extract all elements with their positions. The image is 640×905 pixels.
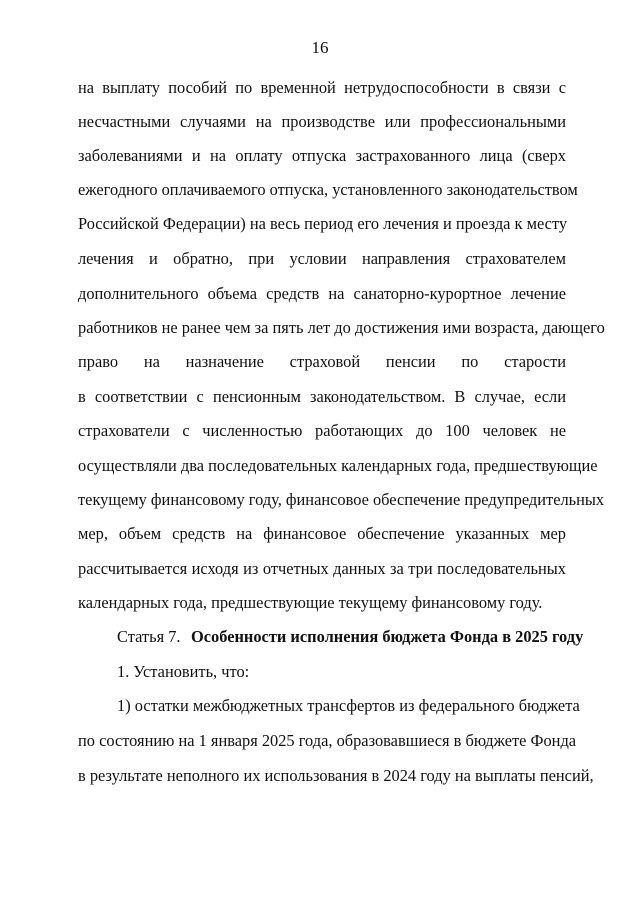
body-line: Российской Федерации) на весь период его лечения и проезда к месту [78,214,568,233]
body-line: дополнительного объема средств на санаторно-курортное лечение [78,284,566,303]
subclause-line: в результате неполного их использования в 2024 году на выплаты пенсий, [78,766,594,785]
body-line: работников не ранее чем за пять лет до достижения ими возраста, дающего [78,318,605,337]
body-line: несчастными случаями на производстве или профессиональными [78,112,566,131]
body-line: мер, объем средств на финансовое обеспечение указанных мер [78,524,566,543]
subclause-line: по состоянию на 1 января 2025 года, образовавшиеся в бюджете Фонда [78,731,577,750]
body-line: ежегодного оплачиваемого отпуска, установленного законодательством [78,180,578,199]
body-line: текущему финансовому году, финансовое обеспечение предупредительных [78,490,605,509]
article-heading [117,627,583,647]
body-line: лечения и обратно, при условии направления страхователем [78,249,566,268]
body-line: страхователи с численностью работающих до 100 человек не [78,421,566,440]
body-line: осуществляли два последовательных календарных года, предшествующие [78,456,598,475]
body-line-last: календарных года, предшествующие текущему финансовому году. [78,593,543,612]
body-line: на выплату пособий по временной нетрудоспособности в связи с [78,78,566,97]
body-line: рассчитывается исходя из отчетных данных за три последовательных [78,559,566,578]
body-line: заболеваниями и на оплату отпуска застрахованного лица (сверх [78,146,566,165]
article-label: Статья 7. [117,627,181,646]
article-title: Особенности исполнения бюджета Фонда в 2025 году [191,627,584,646]
body-line: в соответствии с пенсионным законодательством. В случае, если [78,387,566,406]
page-number: 16 [311,38,329,57]
body-line: право на назначение страховой пенсии по старости [78,352,566,371]
subclause-line: 1) остатки межбюджетных трансфертов из федерального бюджета [117,696,580,715]
clause-1: 1. Установить, что: [117,662,250,681]
